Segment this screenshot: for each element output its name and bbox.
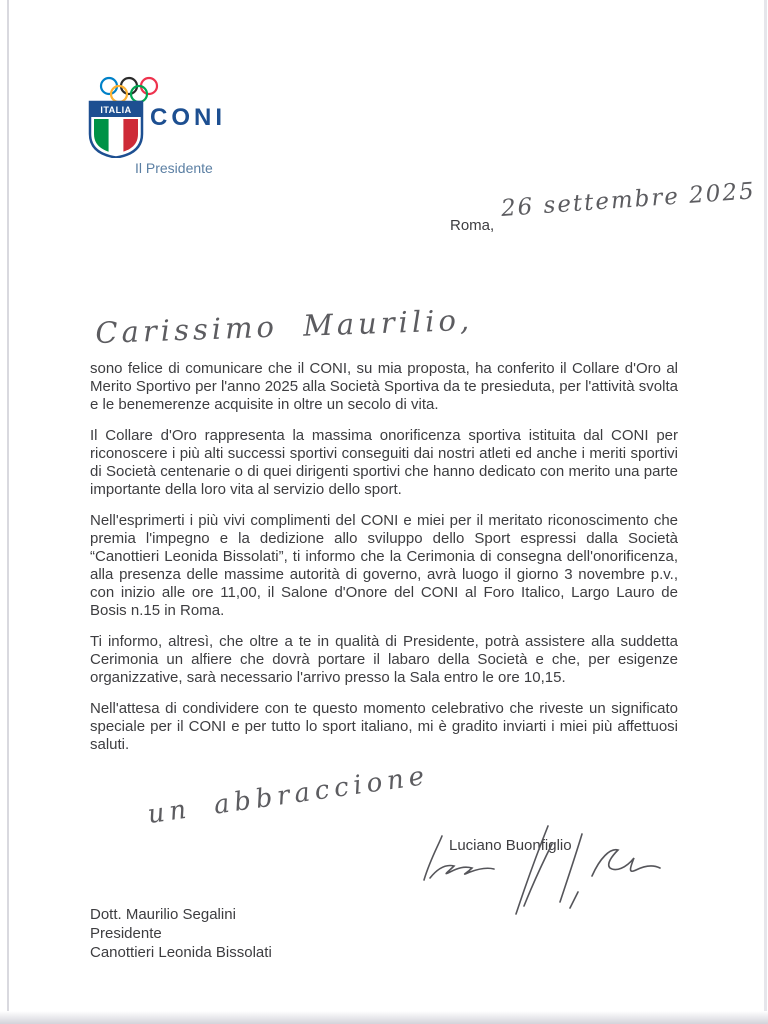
handwritten-salutation: Carissimo Maurilio, [94, 302, 474, 350]
dateline-city: Roma, [450, 217, 495, 234]
coni-wordmark: CONI [150, 104, 226, 131]
paragraph-4: Ti informo, altresì, che oltre a te in qualità di Presidente, potrà assistere alla suddetta Cerimonia un alfiere che dovrà portare il labaro della Società e che, per esigenze organizzative, sarà necessario l'arrivo presso la Sala entro le ore 10,15. [90, 633, 678, 686]
photo-edge-left [7, 0, 9, 1024]
signature-scribble [420, 812, 670, 922]
paragraph-5: Nell'attesa di condividere con te questo momento celebrativo che riveste un significato speciale per il CONI e per tutto lo sport italiano, mi è gradito inviarti i miei più affettuosi saluti. [90, 700, 678, 753]
photo-edge-bottom [0, 1011, 768, 1024]
recipient-name: Dott. Maurilio Segalini [90, 906, 236, 923]
recipient-title: Presidente [90, 925, 162, 942]
handwritten-closing: un abbraccione [145, 760, 431, 830]
recipient-block [90, 905, 272, 962]
signer-printed-name: Luciano Buonfiglio [449, 837, 572, 854]
handwritten-date: 26 settembre 2025 [500, 178, 757, 222]
letterhead-subtitle: Il Presidente [135, 160, 213, 176]
photo-edge-right [764, 0, 767, 1024]
paragraph-1: sono felice di comunicare che il CONI, su mia proposta, ha conferito il Collare d'Oro al Merito Sportivo per l'anno 2025 alla Società Sportiva da te presieduta, per l'attività svolta e le benemerenze acquisite in oltre un secolo di vita. [90, 360, 678, 413]
shield-label: ITALIA [100, 105, 132, 115]
italia-shield-icon [88, 100, 144, 158]
recipient-org: Canottieri Leonida Bissolati [90, 944, 272, 961]
letter-body [90, 360, 678, 767]
coni-logo [88, 76, 238, 160]
paragraph-3: Nell'esprimerti i più vivi complimenti del CONI e miei per il meritato riconoscimento che premia l'impegno e la dedizione allo sviluppo dello Sport espressi dalla Società “Canottieri Leonida Bissolati”, ti informo che la Cerimonia di consegna dell'onorificenza, alla presenza delle massime autorità di governo, avrà luogo il giorno 3 novembre p.v., con inizio alle ore 11,00, il Salone d'Onore del CONI al Foro Italico, Largo Lauro de Bosis n.15 in Roma. [90, 512, 678, 619]
paragraph-2: Il Collare d'Oro rappresenta la massima onorificenza sportiva istituita dal CONI per riconoscere i più alti successi sportivi conseguiti dai nostri atleti ed anche i meriti sportivi di Società centenarie o di quei dirigenti sportivi che hanno dedicato con merito una parte importante della loro vita al servizio dello sport. [90, 427, 678, 498]
